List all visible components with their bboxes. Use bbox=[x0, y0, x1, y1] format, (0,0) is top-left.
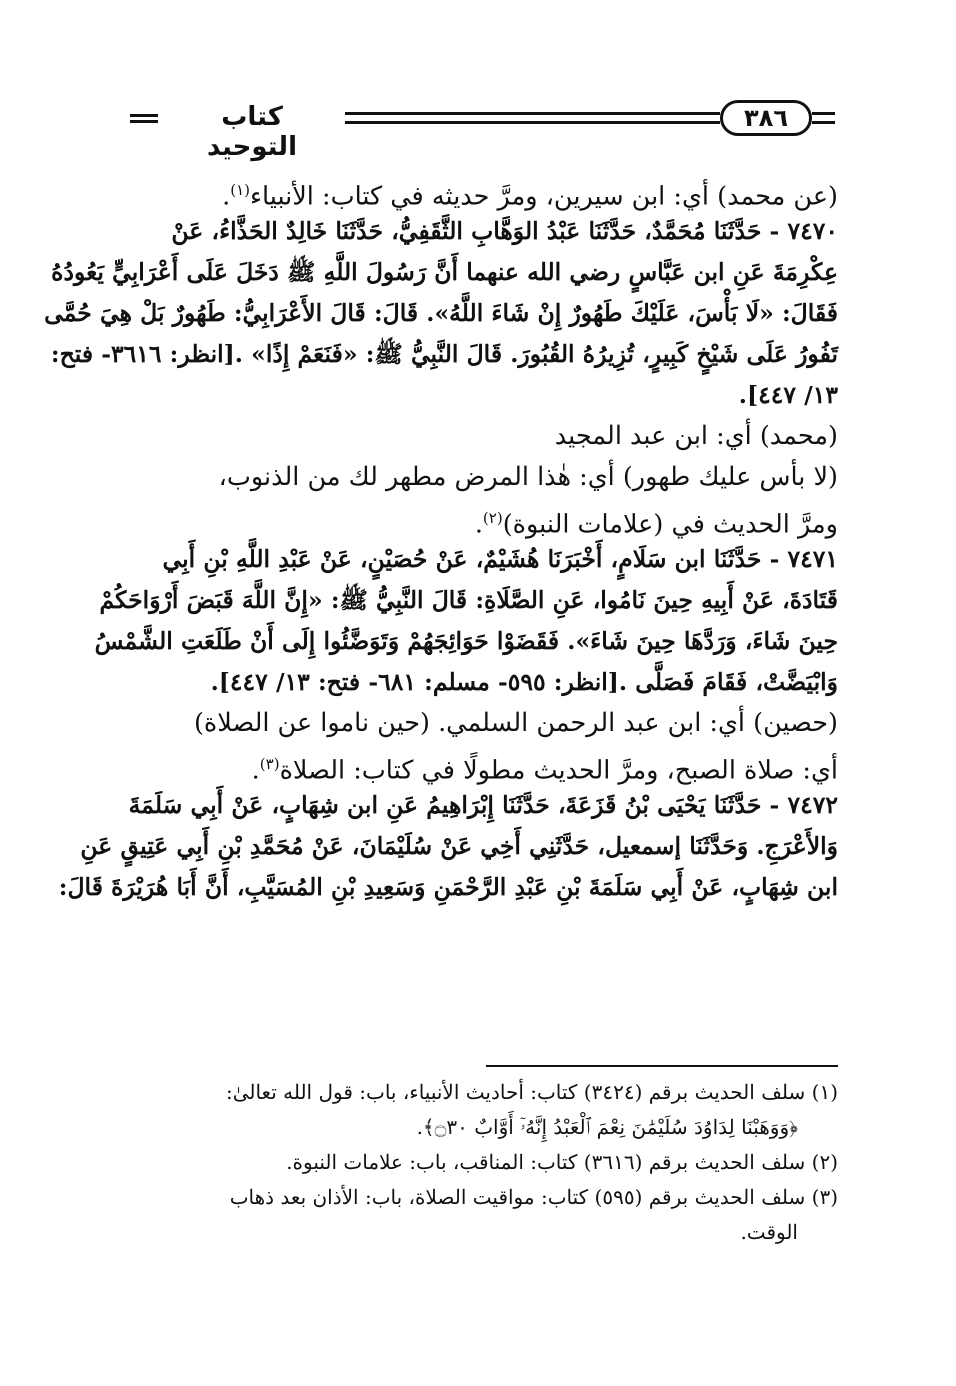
footnote-marker: (٢) bbox=[482, 509, 503, 527]
line-text: (محمد) أي: ابن عبد المجيد bbox=[554, 421, 838, 451]
hadith-line bbox=[126, 662, 838, 703]
hadith-line bbox=[126, 785, 838, 826]
line-text: ١٣/ ٤٤٧]. bbox=[738, 381, 838, 409]
hadith-line bbox=[51, 252, 838, 293]
header-rule-left bbox=[130, 114, 158, 123]
page-header bbox=[130, 100, 835, 162]
line-text: وَابْيَضَّتْ، فَقَامَ فَصَلَّى .[انظر: ٥٩٥- مسلم: ٦٨١- فتح: ١٣/ ٤٤٧]. bbox=[210, 668, 838, 696]
hadith-line bbox=[126, 375, 838, 416]
running-title: كتاب التوحيد bbox=[207, 102, 297, 162]
hadith-line bbox=[126, 539, 838, 580]
page-number-badge: ٣٨٦ bbox=[720, 100, 812, 136]
line-tail: . bbox=[251, 755, 260, 786]
commentary-line bbox=[126, 170, 838, 211]
footnotes bbox=[126, 1075, 838, 1250]
footnote-line: ﴿وَوَهَبْنَا لِدَاوُدَ سُلَيْمَٰنَ نِعْمَ ٱلْعَبْدُ إِنَّهُۥٓ أَوَّابٌ ۝٣٠﴾. bbox=[416, 1115, 798, 1139]
line-tail: . bbox=[474, 509, 483, 540]
footnote-line: الوقت. bbox=[740, 1220, 798, 1244]
footnote-line: (٣) سلف الحديث برقم (٥٩٥) كتاب: مواقيت الصلاة، باب: الأذان بعد ذهاب bbox=[229, 1185, 838, 1209]
line-text: فَقَالَ: «لَا بَأْسَ، عَلَيْكَ طَهُورٌ إِنْ شَاءَ اللَّهُ». قَالَ: قَالَ الأَعْرَابِيُّ: طَهُورٌ بَلْ هِيَ حُمَّى bbox=[44, 299, 838, 327]
footnote-marker: (٣) bbox=[259, 755, 280, 773]
line-text: (حصين) أي: ابن عبد الرحمن السلمي. (حين ناموا عن الصلاة) bbox=[193, 708, 838, 738]
line-text: ومرَّ الحديث في (علامات النبوة) bbox=[502, 509, 838, 540]
line-text: عِكْرِمَةَ عَنِ ابن عَبَّاسٍ رضي الله عنهما أَنَّ رَسُولَ اللَّهِ ﷺ دَخَلَ عَلَى أَعْرَابِيٍّ يَعُودُهُ bbox=[51, 258, 838, 286]
line-text: أي: صلاة الصبح، ومرَّ الحديث مطولًا في كتاب: الصلاة bbox=[279, 755, 838, 786]
hadith-line bbox=[80, 826, 838, 867]
line-tail: . bbox=[222, 181, 231, 212]
hadith-line bbox=[44, 293, 838, 334]
commentary-line bbox=[126, 744, 838, 785]
commentary-line bbox=[126, 457, 838, 498]
line-text: قَتَادَةَ، عَنْ أَبِيهِ حِينَ نَامُوا، عَنِ الصَّلَاةِ: قَالَ النَّبِيُّ ﷺ: «إِنَّ اللَّهَ قَبَضَ أَرْوَاحَكُمْ bbox=[99, 586, 838, 614]
hadith-line bbox=[58, 867, 838, 908]
line-text: ابن شِهَابٍ، عَنْ أَبِي سَلَمَةَ بْنِ عَبْدِ الرَّحْمَنِ وَسَعِيدِ بْنِ المُسَيَّبِ، أَنَّ أَبَا هُرَيْرَةَ قَالَ: bbox=[58, 873, 838, 901]
line-text: وَالأَعْرَجِ. وَحَدَّثَنَا إسمعيل، حَدَّثَنِي أَخِي عَنْ سُلَيْمَانَ، عَنْ مُحَمَّدِ بْنِ أَبِي عَتِيقٍ عَنِ bbox=[80, 832, 838, 860]
header-rule-right bbox=[812, 112, 835, 124]
commentary-line bbox=[126, 416, 838, 457]
header-rule-main bbox=[345, 112, 720, 124]
commentary-line bbox=[126, 703, 838, 744]
hadith-line bbox=[99, 580, 838, 621]
hadith-line bbox=[126, 211, 838, 252]
hadith-line bbox=[94, 621, 838, 662]
line-text: ٧٤٧١ - حَدَّثَنَا ابن سَلَامٍ، أَخْبَرَنَا هُشَيْمٌ، عَنْ حُصَيْنٍ، عَنْ عَبْدِ اللَّهِ بْنِ أَبِي bbox=[162, 545, 838, 573]
line-text: ٧٤٧٢ - حَدَّثَنَا يَحْيَى بْنُ قَزَعَةَ، حَدَّثَنَا إِبْرَاهِيمُ عَنِ ابن شِهَابٍ، عَنْ أَبِي سَلَمَةَ bbox=[128, 791, 838, 819]
commentary-line bbox=[126, 498, 838, 539]
hadith-line bbox=[50, 334, 838, 375]
line-text: تَفُورُ عَلَى شَيْخٍ كَبِيرٍ، تُزِيرُهُ القُبُورَ. قَالَ النَّبِيُّ ﷺ: «فَنَعَمْ إِذًا» .[انظر: ٣٦١٦- فتح: bbox=[50, 340, 838, 368]
footnote-marker: (١) bbox=[230, 181, 250, 199]
footnote-line: (٢) سلف الحديث برقم (٣٦١٦) كتاب: المناقب، باب: علامات النبوة. bbox=[286, 1150, 838, 1174]
footnote-separator bbox=[486, 1065, 838, 1067]
footnote-line: (١) سلف الحديث برقم (٣٤٢٤) كتاب: أحاديث الأنبياء، باب: قول الله تعالىٰ: bbox=[225, 1080, 838, 1104]
line-text: (عن محمد) أي: ابن سيرين، ومرَّ حديثه في كتاب: الأنبياء bbox=[250, 181, 838, 212]
line-text: (لا بأس عليك طهور) أي: هٰذا المرض مطهر لك من الذنوب، bbox=[218, 462, 838, 492]
line-text: ٧٤٧٠ - حَدَّثَنَا مُحَمَّدٌ، حَدَّثَنَا عَبْدُ الوَهَّابِ الثَّقَفِيُّ، حَدَّثَنَا خَالِدٌ الحَذَّاءُ، عَنْ bbox=[171, 217, 838, 245]
main-text bbox=[44, 170, 838, 908]
line-text: حِينَ شَاءَ، وَرَدَّهَا حِينَ شَاءَ». فَقَضَوْا حَوَائِجَهُمْ وَتَوَضَّئُوا إِلَى أَنْ طَلَعَتِ الشَّمْسُ bbox=[94, 627, 838, 655]
